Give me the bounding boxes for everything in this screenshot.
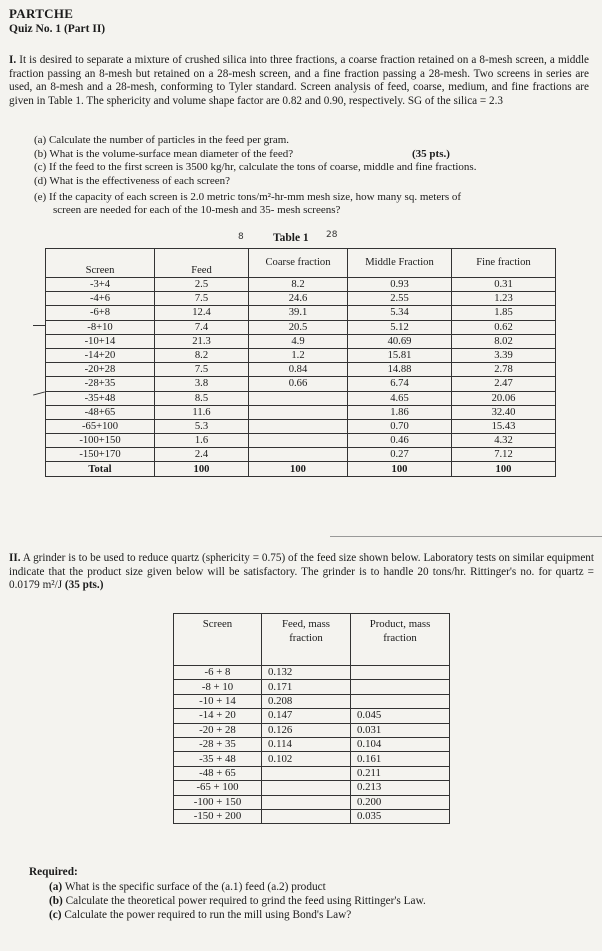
table-cell — [249, 448, 348, 462]
table-row — [46, 391, 556, 405]
table-cell: -10+14 — [46, 334, 155, 348]
table-cell: 5.34 — [348, 306, 452, 320]
table-cell: 2.47 — [452, 377, 556, 391]
table-cell: 24.6 — [249, 292, 348, 306]
table-cell: 100 — [155, 462, 249, 476]
table-cell: -3+4 — [46, 278, 155, 292]
question-c-label: (c) — [34, 161, 47, 173]
table-cell: 15.43 — [452, 419, 556, 433]
table-row — [46, 348, 556, 362]
problem-1-text: It is desired to separate a mixture of crushed silica into three fractions, a coarse fraction retained on a 8-mesh screen, a middle fraction passing an 8-mesh but retained on a 28-mesh screen, and a fine fraction passing a 28-mesh. Two screens in series are used, an 8-mesh and a 28-mesh, conforming to Tyler standard. Screen analysis of feed, coarse, medium, and fine fractions are given in Table 1. The sphericity and volume shape factor are 0.82 and 0.90, respectively. SG of the silica = 2.3 — [9, 54, 590, 107]
table-cell — [249, 434, 348, 448]
question-d-label: (d) — [34, 175, 47, 187]
table-cell: 0.031 — [351, 723, 450, 737]
table-cell: 7.5 — [155, 363, 249, 377]
table-cell — [351, 694, 450, 708]
table-cell: 0.27 — [348, 448, 452, 462]
question-a-text: Calculate the number of particles in the feed per gram. — [48, 134, 290, 146]
table-2-grinding-analysis — [173, 613, 450, 824]
table-1-total-row — [46, 462, 556, 476]
table-cell: -20+28 — [46, 363, 155, 377]
table-cell: -28+35 — [46, 377, 155, 391]
table-cell: 0.46 — [348, 434, 452, 448]
question-d-text: What is the effectiveness of each screen? — [49, 175, 230, 187]
table-row — [46, 405, 556, 419]
table-cell: -4+6 — [46, 292, 155, 306]
required-item-b — [49, 894, 426, 908]
required-item-a — [49, 880, 326, 894]
table-row — [174, 694, 450, 708]
table-cell: 4.65 — [348, 391, 452, 405]
table-row — [174, 709, 450, 723]
table-2-header-feed: Feed, mass fraction — [262, 614, 351, 666]
pen-tick-mark — [33, 325, 45, 326]
table-cell: 21.3 — [155, 334, 249, 348]
table-cell: 32.40 — [452, 405, 556, 419]
table-cell: 0.211 — [351, 766, 450, 780]
table-cell: 7.12 — [452, 448, 556, 462]
required-title: Required: — [29, 866, 78, 878]
table-cell: 0.035 — [351, 809, 450, 823]
table-cell: 6.74 — [348, 377, 452, 391]
table-cell — [262, 781, 351, 795]
problem-2-number: II. — [9, 552, 21, 564]
table-cell: 0.31 — [452, 278, 556, 292]
table-cell: 40.69 — [348, 334, 452, 348]
table-row — [46, 292, 556, 306]
table-cell: 2.5 — [155, 278, 249, 292]
table-cell — [262, 766, 351, 780]
table-cell — [262, 795, 351, 809]
table-cell — [262, 809, 351, 823]
table-row — [174, 752, 450, 766]
table-cell: Total — [46, 462, 155, 476]
fold-line — [330, 536, 602, 537]
required-c-text: Calculate the power required to run the mill using Bond's Law? — [64, 909, 352, 921]
table-cell: -28 + 35 — [174, 737, 262, 751]
table-cell: 3.8 — [155, 377, 249, 391]
quiz-subtitle: Quiz No. 1 (Part II) — [9, 23, 106, 35]
table-cell: 7.5 — [155, 292, 249, 306]
table-cell: -100+150 — [46, 434, 155, 448]
table-cell: 100 — [348, 462, 452, 476]
table-cell: 7.4 — [155, 320, 249, 334]
table-cell: 5.12 — [348, 320, 452, 334]
required-section — [29, 865, 426, 921]
table-cell: -8+10 — [46, 320, 155, 334]
table-cell: 15.81 — [348, 348, 452, 362]
problem-2-statement — [9, 552, 594, 593]
table-1-title: Table 1 — [273, 232, 309, 244]
table-cell: -20 + 28 — [174, 723, 262, 737]
table-cell: 1.23 — [452, 292, 556, 306]
table-cell: -65+100 — [46, 419, 155, 433]
table-row — [174, 766, 450, 780]
table-cell: 0.66 — [249, 377, 348, 391]
table-row — [46, 448, 556, 462]
document-title: PARTCHE — [9, 6, 74, 21]
table-cell: -65 + 100 — [174, 781, 262, 795]
table-cell: 0.62 — [452, 320, 556, 334]
question-b — [34, 148, 293, 161]
table-cell: 3.39 — [452, 348, 556, 362]
table-row — [174, 795, 450, 809]
table-row — [46, 377, 556, 391]
required-a-label: (a) — [49, 881, 63, 893]
question-c-text: If the feed to the first screen is 3500 kg/hr, calculate the tons of coarse, middle and fine fractions. — [48, 161, 477, 173]
table-cell: -14+20 — [46, 348, 155, 362]
table-2-header-product: Product, mass fraction — [351, 614, 450, 666]
question-b-points: (35 pts.) — [412, 148, 450, 160]
table-cell: 1.6 — [155, 434, 249, 448]
table-cell: -48 + 65 — [174, 766, 262, 780]
table-cell: 0.114 — [262, 737, 351, 751]
table-cell: -8 + 10 — [174, 680, 262, 694]
problem-1-number: I. — [9, 54, 17, 66]
problem-2-text: A grinder is to be used to reduce quartz (sphericity = 0.75) of the feed size shown below. Laboratory tests on similar equipment indicate that the product size given below will be satisfactory. The grinder is to handle 20 tons/hr. Rittinger's no. for quartz = 0.0179 m²/J — [9, 552, 594, 592]
required-b-label: (b) — [49, 895, 63, 907]
table-1-header-coarse: Coarse fraction — [249, 249, 348, 278]
table-cell: 1.86 — [348, 405, 452, 419]
question-e-text: If the capacity of each screen is 2.0 metric tons/m²-hr-mm mesh size, how many sq. meters of — [48, 191, 462, 203]
table-cell: 0.84 — [249, 363, 348, 377]
table-cell: -150+170 — [46, 448, 155, 462]
table-row — [46, 334, 556, 348]
table-cell — [249, 419, 348, 433]
table-1-header-middle: Middle Fraction — [348, 249, 452, 278]
table-row — [174, 680, 450, 694]
table-row — [46, 278, 556, 292]
table-cell: -100 + 150 — [174, 795, 262, 809]
table-cell: 14.88 — [348, 363, 452, 377]
table-cell: 0.208 — [262, 694, 351, 708]
table-cell — [351, 680, 450, 694]
table-cell: 12.4 — [155, 306, 249, 320]
table-row — [174, 723, 450, 737]
required-b-text: Calculate the theoretical power required to grind the feed using Rittinger's Law. — [65, 895, 426, 907]
table-1-header-screen: Screen — [46, 249, 155, 278]
table-cell — [249, 391, 348, 405]
table-cell: 0.161 — [351, 752, 450, 766]
required-c-label: (c) — [49, 909, 62, 921]
table-cell: -35+48 — [46, 391, 155, 405]
table-cell: 0.200 — [351, 795, 450, 809]
question-d — [34, 175, 230, 188]
table-row — [46, 419, 556, 433]
question-a-label: (a) — [34, 134, 47, 146]
question-e-continued: screen are needed for each of the 10-mesh and 35- mesh screens? — [53, 204, 341, 216]
table-cell — [249, 405, 348, 419]
table-cell: -6 + 8 — [174, 666, 262, 680]
table-cell: 2.4 — [155, 448, 249, 462]
table-cell: 8.5 — [155, 391, 249, 405]
table-2-header-screen: Screen — [174, 614, 262, 666]
table-cell: 4.32 — [452, 434, 556, 448]
table-cell: -6+8 — [46, 306, 155, 320]
table-cell: 100 — [452, 462, 556, 476]
question-c — [34, 161, 476, 174]
problem-1-statement — [9, 54, 589, 108]
table-1-header-fine: Fine fraction — [452, 249, 556, 278]
table-cell: 0.045 — [351, 709, 450, 723]
question-a — [34, 134, 289, 147]
table-cell: 0.93 — [348, 278, 452, 292]
table-cell: 8.2 — [155, 348, 249, 362]
table-2-header-row — [174, 614, 450, 666]
table-cell: 20.06 — [452, 391, 556, 405]
table-cell: -48+65 — [46, 405, 155, 419]
table-cell: 4.9 — [249, 334, 348, 348]
table-cell: 0.132 — [262, 666, 351, 680]
table-cell: 8.2 — [249, 278, 348, 292]
table-cell: 0.102 — [262, 752, 351, 766]
table-1-header-row — [46, 249, 556, 278]
table-cell — [351, 666, 450, 680]
table-cell: 0.213 — [351, 781, 450, 795]
pen-tick-mark — [33, 391, 45, 395]
question-e-label: (e) — [34, 191, 47, 203]
table-cell: 20.5 — [249, 320, 348, 334]
table-row — [46, 306, 556, 320]
table-row — [174, 737, 450, 751]
problem-2-points: (35 pts.) — [64, 579, 104, 592]
table-cell: 2.55 — [348, 292, 452, 306]
table-cell: 2.78 — [452, 363, 556, 377]
table-cell: 39.1 — [249, 306, 348, 320]
table-cell: -14 + 20 — [174, 709, 262, 723]
table-cell: 5.3 — [155, 419, 249, 433]
table-row — [46, 434, 556, 448]
table-cell: 0.147 — [262, 709, 351, 723]
table-row — [174, 666, 450, 680]
table-cell: 0.126 — [262, 723, 351, 737]
table-row — [174, 809, 450, 823]
table-row — [46, 320, 556, 334]
table-row — [46, 363, 556, 377]
table-cell: 100 — [249, 462, 348, 476]
question-e — [34, 191, 461, 204]
table-row — [174, 781, 450, 795]
table-cell: 0.104 — [351, 737, 450, 751]
handwritten-note-28: 28 — [326, 230, 338, 240]
required-a-text: What is the specific surface of the (a.1) feed (a.2) product — [64, 881, 326, 893]
table-1-header-feed: Feed — [155, 249, 249, 278]
table-cell: -150 + 200 — [174, 809, 262, 823]
table-cell: 0.171 — [262, 680, 351, 694]
table-cell: -10 + 14 — [174, 694, 262, 708]
table-cell: 0.70 — [348, 419, 452, 433]
question-b-label: (b) — [34, 148, 47, 160]
table-cell: 8.02 — [452, 334, 556, 348]
table-cell: 1.2 — [249, 348, 348, 362]
table-cell: -35 + 48 — [174, 752, 262, 766]
table-1-screen-analysis — [45, 248, 556, 477]
handwritten-note-8: 8 — [238, 232, 244, 242]
table-cell: 11.6 — [155, 405, 249, 419]
question-b-text: What is the volume-surface mean diameter of the feed? — [49, 148, 294, 160]
table-cell: 1.85 — [452, 306, 556, 320]
required-item-c — [49, 908, 351, 922]
